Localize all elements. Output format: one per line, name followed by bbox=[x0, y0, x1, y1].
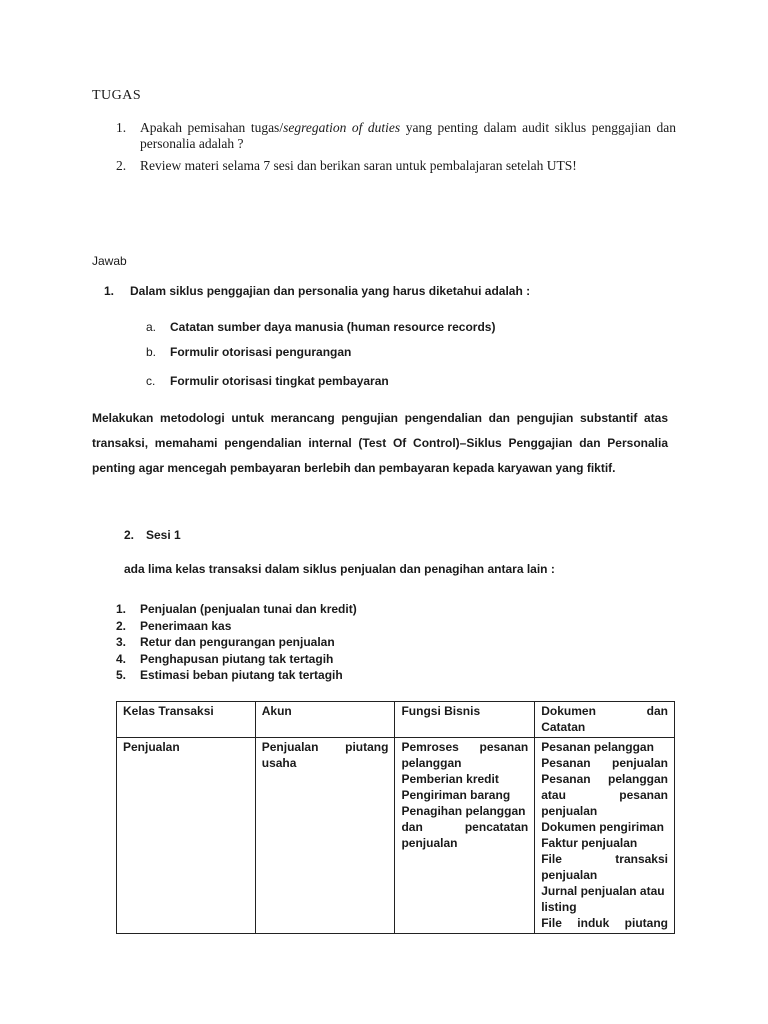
header-kelas-transaksi: Kelas Transaksi bbox=[117, 702, 256, 738]
header-dokumen-catatan: Dokumen dan Catatan bbox=[535, 702, 675, 738]
transaction-table bbox=[116, 701, 675, 934]
explanation-paragraph: Melakukan metodologi untuk merancang pengujian pengendalian dan pengujian substantif atas transaksi, memahami pengendalian internal (Test Of Control)–Siklus Penggajian dan Personalia penting agar mencegah pembayaran berlebih dan pembayaran kepada karyawan yang fiktif. bbox=[92, 411, 668, 475]
answer-text: Dalam siklus penggajian dan personalia yang harus diketahui adalah : bbox=[130, 284, 531, 298]
cell-akun: Penjualan piutang usaha bbox=[255, 738, 395, 934]
question-number: 1. bbox=[116, 120, 127, 135]
header-akun: Akun bbox=[255, 702, 395, 738]
question-text: Review materi selama 7 sesi dan berikan saran untuk pembalajaran setelah UTS! bbox=[140, 158, 577, 173]
answer-number: 1. bbox=[104, 284, 115, 298]
table-row bbox=[117, 738, 675, 934]
cell-kelas: Penjualan bbox=[117, 738, 256, 934]
table-header-row bbox=[117, 702, 675, 738]
cell-dokumen: Pesanan pelanggan Pesanan penjualan Pesanan pelanggan atau pesanan penjualan Dokumen pengiriman Faktur penjualan File transaksi penjualan Jurnal penjualan atau listing File induk piutang bbox=[535, 738, 675, 934]
header-fungsi-bisnis: Fungsi Bisnis bbox=[395, 702, 535, 738]
intro-text: ada lima kelas transaksi dalam siklus penjualan dan penagihan antara lain : bbox=[124, 562, 555, 576]
page-heading: TUGAS bbox=[92, 88, 142, 103]
question-number: 2. bbox=[116, 158, 127, 173]
question-text: Apakah pemisahan tugas/segregation of duties yang penting dalam audit siklus penggajian dan personalia adalah ? bbox=[140, 120, 676, 151]
cell-fungsi: Pemroses pesanan pelanggan Pemberian kredit Pengiriman barang Penagihan pelanggan dan pencatatan penjualan bbox=[395, 738, 535, 934]
jawab-label: Jawab bbox=[92, 254, 127, 268]
